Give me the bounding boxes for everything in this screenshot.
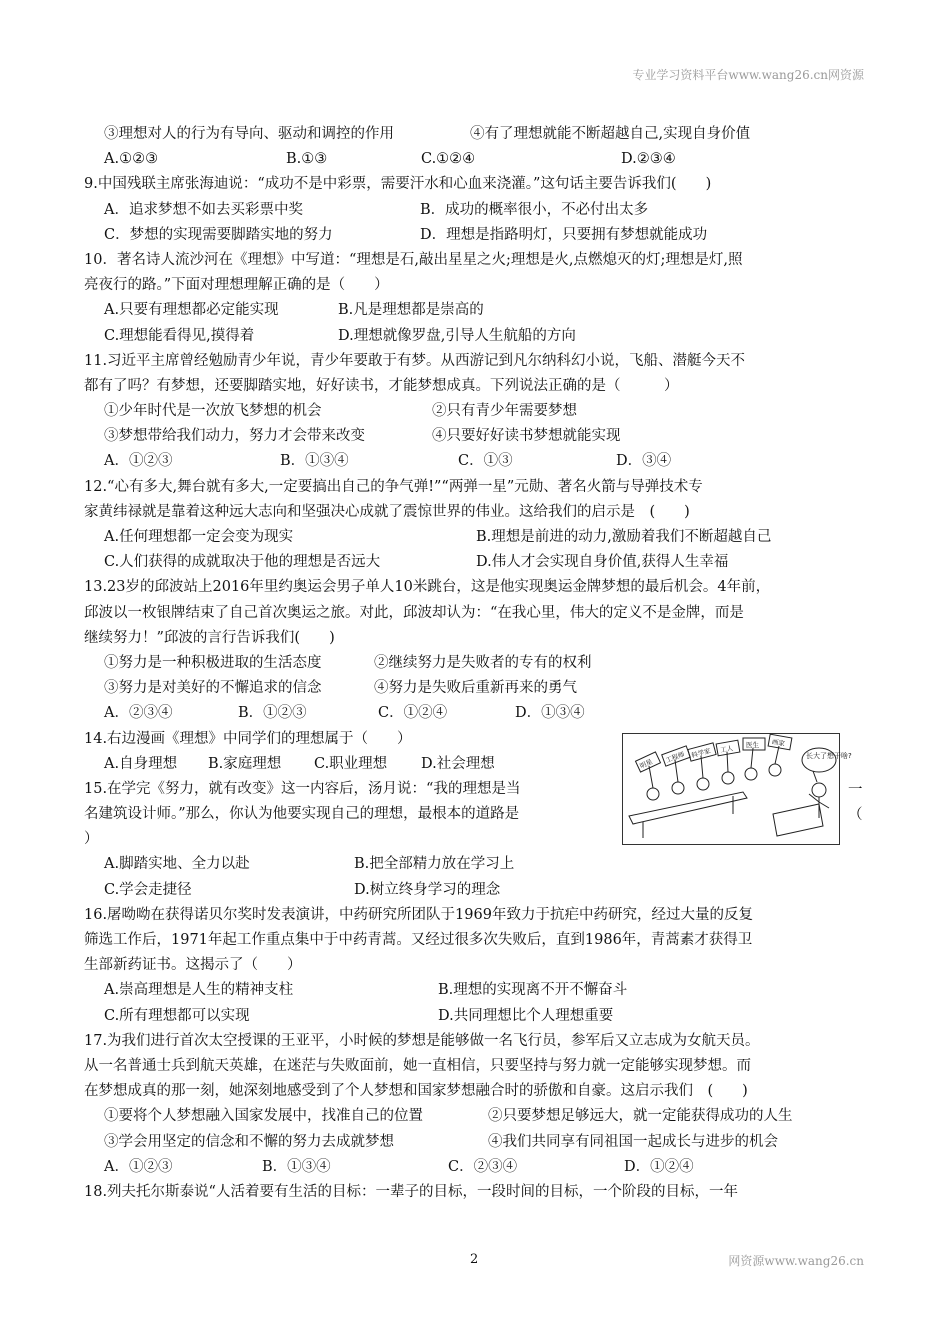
teacher-head <box>812 783 826 797</box>
page-header-watermark: 专业学习资料平台www.wang26.cn网资源 <box>632 68 864 82</box>
q16-option-b: B.理想的实现离不开不懈奋斗 <box>438 982 628 999</box>
q13-stem-3: 继续努力！”邱波的言行告诉我们( ) <box>84 629 335 646</box>
q13-option-d: D．①③④ <box>515 705 585 722</box>
q16-option-a: A.崇高理想是人生的精神支柱 <box>104 982 294 999</box>
q8-statement-4: ④有了理想就能不断超越自己,实现自身价值 <box>470 126 751 142</box>
q13-statements-row1 <box>84 651 874 676</box>
sign-label: 科学家 <box>690 746 712 760</box>
student-head <box>769 764 781 776</box>
desk-legs <box>643 796 733 838</box>
q12-stem-1: 12.“心有多大,舞台就有多大,一定要搞出自己的争气弹!”“两弹一星”元勋、著名火箭与导弹技术专 <box>84 478 703 495</box>
q11-options <box>84 449 874 474</box>
q14-option-a: A.自身理想 <box>104 755 178 772</box>
q15-option-d: D.树立终身学习的理念 <box>354 881 501 898</box>
speech-bubble-text: 长大了想干啥? <box>806 752 852 760</box>
q12-options-row2 <box>84 550 874 575</box>
q17-statement-1: ①要将个人梦想融入国家发展中，找准自己的位置 <box>104 1108 423 1125</box>
q9-option-c: C．梦想的实现需要脚踏实地的努力 <box>104 226 333 243</box>
page-number: 2 <box>470 1252 479 1267</box>
q11-option-b: B．①③④ <box>280 453 349 470</box>
sign-label: 画家 <box>771 737 786 748</box>
q17-statement-2: ②只要梦想足够远大，就一定能获得成功的人生 <box>488 1108 793 1125</box>
q13-statement-3: ③努力是对美好的不懈追求的信念 <box>104 680 322 697</box>
student-head <box>722 772 734 784</box>
q14-option-c: C.职业理想 <box>314 755 388 772</box>
q13-option-c: C．①②④ <box>378 705 448 722</box>
q8-option-a: A.①②③ <box>104 151 159 168</box>
q8-option-b: B.①③ <box>286 151 328 168</box>
q12-stem-2: 家黄纬禄就是靠着这种远大志向和坚强决心成就了震惊世界的伟业。这给我们的启示是 ( ) <box>84 503 690 520</box>
q16-options-row1 <box>84 978 874 1003</box>
q12-options-row1 <box>84 525 874 550</box>
q17-stem-2: 从一名普通士兵到航天英雄，在迷茫与失败面前，她一直相信，只要坚持与努力就一定能够实现梦想。而 <box>84 1057 751 1074</box>
q10-option-b: B.凡是理想都是崇高的 <box>338 302 484 319</box>
q9-option-b: B．成功的概率很小，不必付出太多 <box>420 201 649 218</box>
q10-option-c: C.理想能看得见,摸得着 <box>104 327 255 344</box>
student-head <box>697 778 709 790</box>
q12-option-a: A.任何理想都一定会变为现实 <box>104 529 294 545</box>
q13-options <box>84 701 874 726</box>
q16-stem-3: 生部新药证书。这揭示了（ ） <box>84 957 302 974</box>
q9-options-row2 <box>84 223 874 248</box>
sign-label: 明星 <box>638 757 654 771</box>
teacher-desk <box>773 804 823 836</box>
q11-statements-row1 <box>84 399 874 424</box>
q17-option-a: A．①②③ <box>104 1158 173 1175</box>
page-footer-watermark: 网资源www.wang26.cn <box>728 1254 864 1268</box>
q11-statement-1: ①少年时代是一次放飞梦想的机会 <box>104 403 322 420</box>
q12-option-b: B.理想是前进的动力,激励着我们不断超越自己 <box>476 529 772 545</box>
q13-option-a: A．②③④ <box>104 705 173 722</box>
q15-options-row2 <box>84 878 874 903</box>
q15-option-b: B.把全部精力放在学习上 <box>354 856 515 873</box>
q12-option-d: D.伟人才会实现自身价值,获得人生幸福 <box>476 554 729 571</box>
q10-option-a: A.只要有理想都必定能实现 <box>104 302 279 319</box>
q13-statement-4: ④努力是失败后重新再来的勇气 <box>374 680 577 697</box>
q15-options-row1 <box>84 852 874 877</box>
q17-statements-row1 <box>84 1104 874 1129</box>
q8-statement-3: ③理想对人的行为有导向、驱动和调控的作用 <box>104 126 394 142</box>
q16-option-d: D.共同理想比个人理想重要 <box>438 1007 614 1024</box>
q8-statement-line <box>84 122 874 147</box>
q13-statement-2: ②继续努力是失败者的专有的权利 <box>374 654 592 671</box>
q13-stem-2: 邱波以一枚银牌结束了自己首次奥运之旅。对此，邱波却认为：“在我心里，伟大的定义不是金牌，而是 <box>84 604 744 621</box>
q14-option-b: B.家庭理想 <box>208 755 282 772</box>
student-head <box>647 788 659 800</box>
q10-stem-2: 亮夜行的路。”下面对理想理解正确的是（ ） <box>84 277 389 294</box>
q9-stem: 9.中国残联主席张海迪说：“成功不是中彩票，需要汗水和心血来浇灌。”这句话主要告诉我们( ) <box>84 176 712 193</box>
q11-statement-3: ③梦想带给我们动力，努力才会带来改变 <box>104 428 365 445</box>
q16-option-c: C.所有理想都可以实现 <box>104 1007 250 1024</box>
q15-stem-1-tail: 一 <box>848 782 863 798</box>
q13-statements-row2 <box>84 676 874 701</box>
q15-stem-3: ） <box>84 831 99 848</box>
q17-stem-1: 17.为我们进行首次太空授课的王亚平，小时候的梦想是能够做一名飞行员，参军后又立志成为女航天员。 <box>84 1032 760 1049</box>
q9-options-row1 <box>84 198 874 223</box>
q11-statement-2: ②只有青少年需要梦想 <box>432 403 577 420</box>
q9-option-a: A．追求梦想不如去买彩票中奖 <box>104 201 303 218</box>
q17-options <box>84 1155 874 1180</box>
q15-stem-1: 15.在学完《努力，就有改变》这一内容后，汤月说：“我的理想是当 <box>84 780 521 797</box>
q13-statement-1: ①努力是一种积极进取的生活态度 <box>104 654 322 671</box>
q10-option-d: D.理想就像罗盘,引导人生航船的方向 <box>338 327 576 344</box>
q8-options <box>84 147 874 172</box>
q16-options-row2 <box>84 1004 874 1029</box>
q17-option-d: D．①②④ <box>624 1158 694 1175</box>
speech-bubble-tail <box>813 771 817 782</box>
q16-stem-2: 筛选工作后，1971年起工作重点集中于中药青蒿。又经过很多次失败后，直到1986年，青蒿素才获得卫 <box>84 932 753 948</box>
q15-stem-2: 名建筑设计师。”那么，你认为他要实现自己的理想，最根本的道路是 <box>84 806 520 823</box>
q16-stem-1: 16.屠呦呦在获得诺贝尔奖时发表演讲，中药研究所团队于1969年致力于抗疟中药研究，经过大量的反复 <box>84 906 753 923</box>
q18-stem-1: 18.列夫托尔斯泰说“人活着要有生活的目标：一辈子的目标，一段时间的目标，一个阶段的目标，一年 <box>84 1183 738 1200</box>
student-head <box>672 782 684 794</box>
q17-option-b: B．①③④ <box>262 1158 331 1175</box>
q15-option-a: A.脚踏实地、全力以赴 <box>104 856 250 873</box>
q11-stem-1: 11.习近平主席曾经勉励青少年说，青少年要敢于有梦。从西游记到凡尔纳科幻小说，飞船、潜艇今天不 <box>84 352 746 369</box>
q11-statements-row2 <box>84 424 874 449</box>
q12-option-c: C.人们获得的成就取决于他的理想是否远大 <box>104 554 381 571</box>
q14-option-d: D.社会理想 <box>421 755 495 772</box>
question-content <box>84 122 874 1205</box>
q8-option-c: C.①②④ <box>421 151 476 168</box>
q8-option-d: D.②③④ <box>621 151 676 168</box>
q11-option-a: A．①②③ <box>104 453 173 470</box>
sign-label: 医生 <box>746 741 759 749</box>
ideal-cartoon <box>622 733 852 845</box>
q11-option-d: D．③④ <box>616 453 672 470</box>
sign-label: 工程师 <box>664 750 686 765</box>
q15-option-c: C.学会走捷径 <box>104 881 192 898</box>
q11-statement-4: ④只要好好读书梦想就能实现 <box>432 428 621 445</box>
q10-stem-1: 10．著名诗人流沙河在《理想》中写道：“理想是石,敲出星星之火;理想是火,点燃熄灭的灯;理想是灯,照 <box>84 251 743 268</box>
q17-statement-3: ③学会用坚定的信念和不懈的努力去成就梦想 <box>104 1133 394 1150</box>
desk-row <box>629 792 747 824</box>
q17-statements-row2 <box>84 1130 874 1155</box>
q9-option-d: D．理想是指路明灯，只要拥有梦想就能成功 <box>420 226 708 243</box>
q10-options-row2 <box>84 324 874 349</box>
q13-stem-1: 13.23岁的邱波站上2016年里约奥运会男子单人10米跳台，这是他实现奥运金牌梦想的最后机会。4年前， <box>84 579 771 596</box>
q17-statement-4: ④我们共同享有同祖国一起成长与进步的机会 <box>488 1133 778 1150</box>
q11-stem-2: 都有了吗？有梦想，还要脚踏实地，好好读书，才能梦想成真。下列说法正确的是（ ） <box>84 377 679 394</box>
q17-stem-3: 在梦想成真的那一刻，她深刻地感受到了个人梦想和国家梦想融合时的骄傲和自豪。这启示我们 ( ) <box>84 1083 748 1100</box>
student-head <box>745 768 757 780</box>
q15-stem-2-tail: （ <box>848 807 863 823</box>
sign-label: 工人 <box>719 744 734 755</box>
q10-options-row1 <box>84 298 874 323</box>
q17-option-c: C．②③④ <box>448 1158 518 1175</box>
cartoon-drawing <box>623 734 852 844</box>
q11-option-c: C．①③ <box>458 453 513 470</box>
q14-stem: 14.右边漫画《理想》中同学们的理想属于（ ） <box>84 730 412 747</box>
q13-option-b: B．①②③ <box>238 705 307 722</box>
